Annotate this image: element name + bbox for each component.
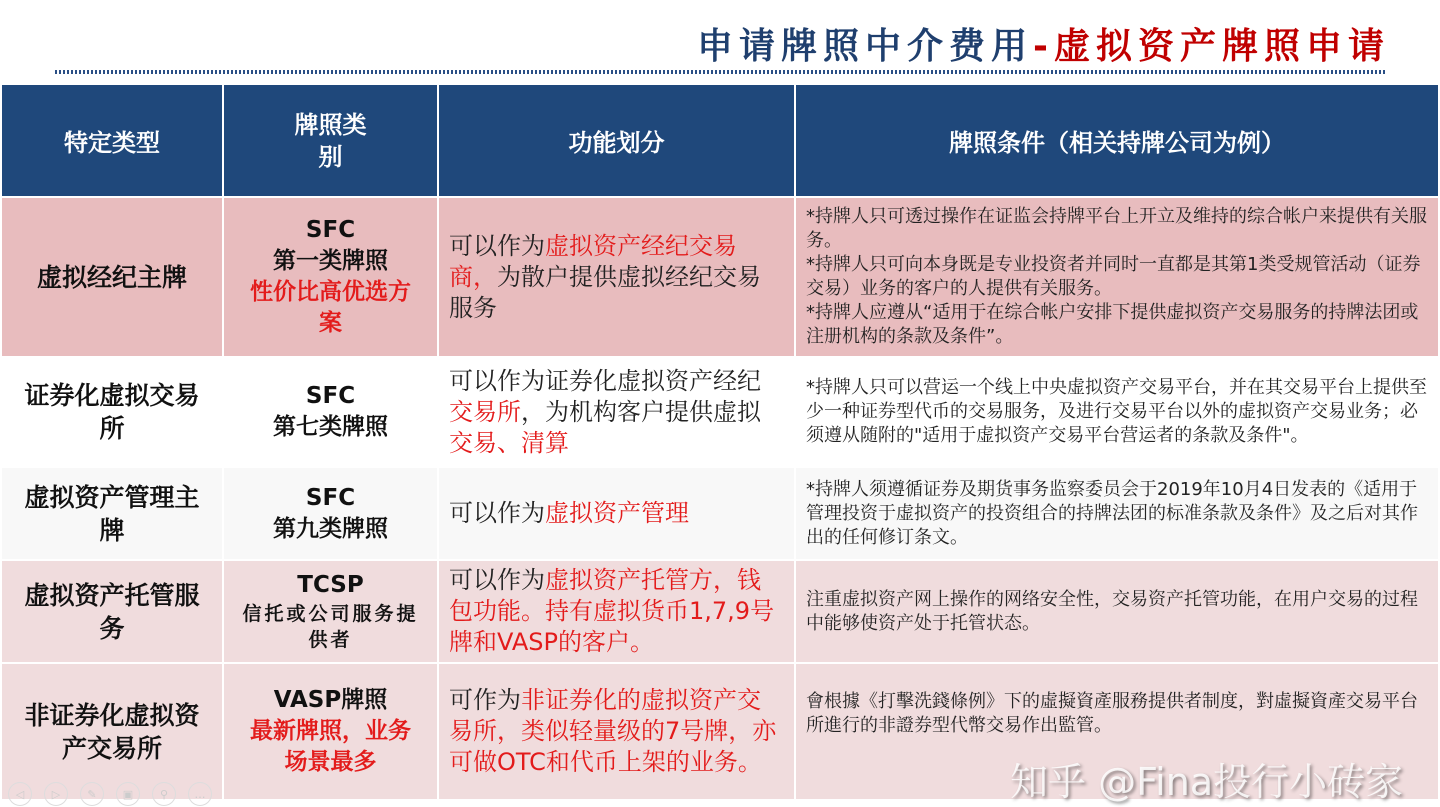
license-cell <box>223 357 438 467</box>
function-cell <box>438 357 795 467</box>
conditions-cell <box>795 357 1439 467</box>
license-line: SFC <box>305 383 356 409</box>
license-cell <box>223 663 438 800</box>
table-row <box>1 357 1439 467</box>
license-line: TCSP <box>297 572 364 598</box>
type-cell <box>1 357 223 467</box>
header-type: 特定类型 <box>1 84 223 197</box>
next-icon[interactable]: ▷ <box>44 782 68 806</box>
type-cell <box>1 467 223 560</box>
table-header <box>1 84 1439 197</box>
dotted-divider <box>55 70 1385 74</box>
license-line: 信托或公司服务提供者 <box>242 603 419 651</box>
function-text: 交易所 <box>449 397 521 426</box>
function-cell <box>438 560 795 663</box>
function-text: 可作为 <box>449 686 521 714</box>
conditions-cell <box>795 197 1439 357</box>
function-text: 虚拟资产托管方，钱包功能。持有虚拟货币1,7,9号牌和VASP的客户。 <box>449 566 775 656</box>
conditions-cell <box>795 467 1439 560</box>
table-row <box>1 197 1439 357</box>
type-cell <box>1 197 223 357</box>
conditions-cell <box>795 560 1439 663</box>
condition-text: *持牌人应遵从“适用于在综合帐户安排下提供虚拟资产交易服务的持牌法团或注册机构的条款及条件”。 <box>806 302 1419 347</box>
page-title: 申请牌照中介费用-虚拟资产牌照申请 <box>697 26 1390 67</box>
type-label: 证券化虚拟交易所 <box>24 381 200 443</box>
license-line: 第一类牌照 <box>273 248 388 274</box>
condition-text: *持牌人只可向本身既是专业投资者并同时一直都是其第1类受规管活动（证券交易）业务的客户的人提供有关服务。 <box>806 254 1421 299</box>
type-label: 虚拟经纪主牌 <box>36 262 187 292</box>
more-icon[interactable]: … <box>188 782 212 806</box>
function-text: 交易、清算 <box>449 428 569 457</box>
license-cell <box>223 197 438 357</box>
function-cell <box>438 197 795 357</box>
table-row <box>1 467 1439 560</box>
slides-icon[interactable]: ▣ <box>116 782 140 806</box>
function-text: 虚拟资产管理 <box>545 499 689 527</box>
function-text: 可以作为 <box>449 566 545 594</box>
type-cell <box>1 663 223 800</box>
license-table <box>0 83 1440 801</box>
function-cell <box>438 467 795 560</box>
function-text: ，为机构客户提供虚拟 <box>521 397 761 426</box>
license-line: 性价比高优选方案 <box>250 279 411 336</box>
function-text: 为散户提供虚拟经纪交易服务 <box>449 262 761 322</box>
function-text: 可以作为证券化虚拟资产经纪 <box>449 366 761 395</box>
type-cell <box>1 560 223 663</box>
condition-text: *持牌人只可透过操作在证监会持牌平台上开立及维持的综合帐户来提供有关服务。 <box>806 206 1427 251</box>
type-label: 虚拟资产管理主牌 <box>24 482 200 545</box>
function-text: 非证券化的虚拟资产交易所，类似轻量级的7号牌，亦可做OTC和代币上架的业务。 <box>449 686 777 776</box>
condition-text: *持牌人须遵循证券及期货事务监察委员会于2019年10月4日发表的《适用于管理投资于虚拟资产的投资组合的持牌法团的标准条款及条件》及之后对其作出的任何修订条文。 <box>806 478 1418 548</box>
condition-text: *持牌人只可以营运一个线上中央虚拟资产交易平台，并在其交易平台上提供至少一种证券型代币的交易服务，及进行交易平台以外的虚拟资产交易业务；必须遵从随附的"适用于虚拟资产交易平台营运者的条款及条件"。 <box>806 377 1427 446</box>
license-line: SFC <box>305 217 356 243</box>
function-text: 虚拟资产经纪交易商， <box>449 231 737 291</box>
prev-icon[interactable]: ◁ <box>8 782 32 806</box>
watermark: 知乎 @Fina投行小砖家 <box>1010 760 1404 804</box>
license-line: VASP牌照 <box>273 687 388 713</box>
function-text: 可以作为 <box>449 231 545 260</box>
function-cell <box>438 663 795 800</box>
header-function: 功能划分 <box>438 84 795 197</box>
table-row <box>1 560 1439 663</box>
type-label: 非证券化虚拟资产交易所 <box>24 700 200 763</box>
zoom-icon[interactable]: ⚲ <box>152 782 176 806</box>
function-text: 可以作为 <box>449 499 545 527</box>
pen-icon[interactable]: ✎ <box>80 782 104 806</box>
header-license: 牌照类别 <box>223 84 438 197</box>
license-line: SFC <box>305 484 356 511</box>
license-line: 第九类牌照 <box>273 515 388 542</box>
type-label: 虚拟资产托管服务 <box>24 580 200 643</box>
license-line: 第七类牌照 <box>273 414 388 440</box>
license-line: 最新牌照，业务场景最多 <box>250 718 411 775</box>
license-cell <box>223 560 438 663</box>
header-conditions: 牌照条件（相关持牌公司为例） <box>795 84 1439 197</box>
slide-nav <box>8 782 212 806</box>
license-cell <box>223 467 438 560</box>
condition-text: 會根據《打擊洗錢條例》下的虛擬資產服務提供者制度，對虛擬資產交易平台所進行的非證券型代幣交易作出監管。 <box>806 691 1418 736</box>
condition-text: 注重虚拟资产网上操作的网络安全性，交易资产托管功能，在用户交易的过程中能够使资产处于托管状态。 <box>806 588 1418 634</box>
